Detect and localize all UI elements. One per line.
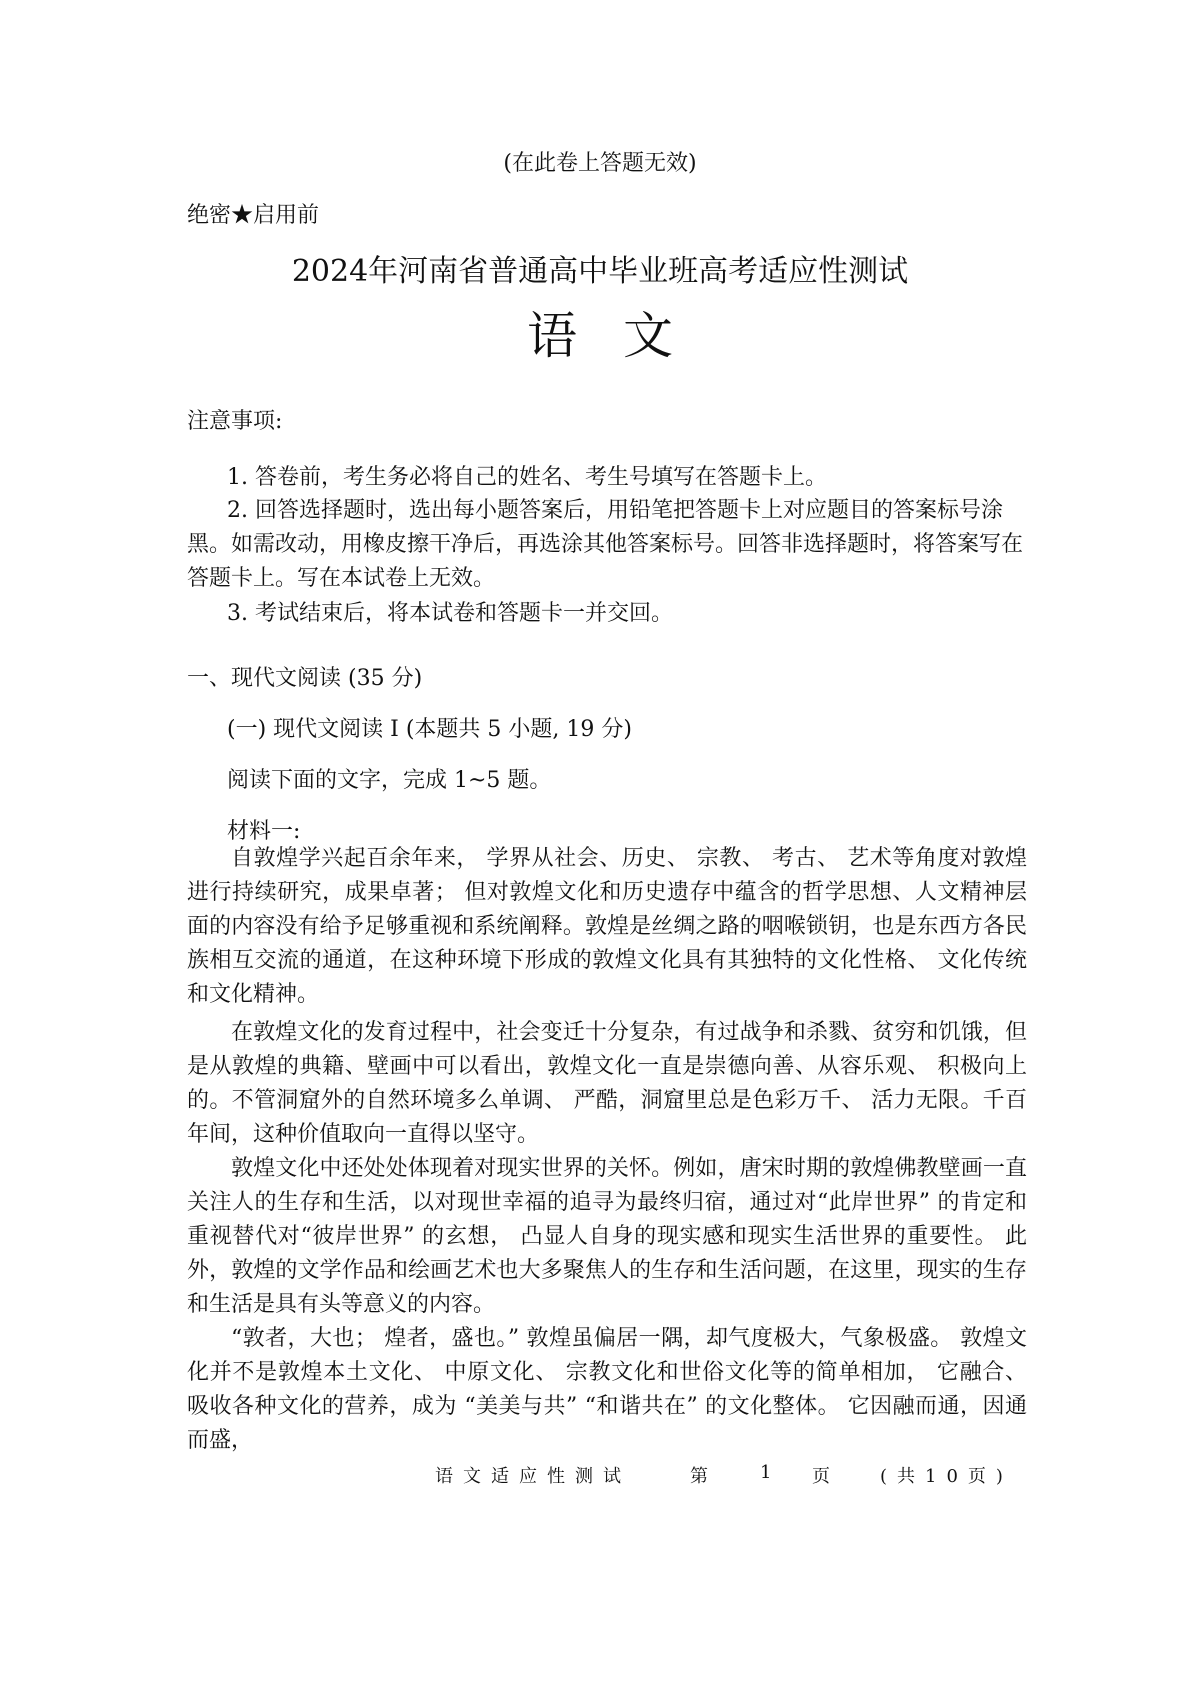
material-label: 材料一: xyxy=(227,819,301,844)
footer-page-suffix: 页 xyxy=(812,1466,840,1487)
section-heading: 一、现代文阅读 (35 分) xyxy=(187,666,423,691)
footer-exam-name: 语文适应性测试 xyxy=(435,1466,631,1487)
material-paragraph: 敦煌文化中还处处体现着对现实世界的关怀。例如，唐宋时期的敦煌佛教壁画一直关注人的生存和生活，以对现世幸福的追寻为最终归宿，通过对“此岸世界” 的肯定和重视替代对“彼岸世界” 的玄想， 凸显人自身的现实感和现实生活世界的重要性。 此外，敦煌的文学作品和绘画艺术也大多聚焦人的生存和生活问题，在这里，现实的生存和生活是具有头等意义的内容。 xyxy=(187,1156,1027,1317)
invalid-answer-notice: (在此卷上答题无效) xyxy=(503,151,697,176)
subject-title: 语文 xyxy=(527,307,719,365)
material-paragraph: 在敦煌文化的发育过程中，社会变迁十分复杂，有过战争和杀戮、贫穷和饥饿，但是从敦煌的典籍、壁画中可以看出，敦煌文化一直是崇德向善、从容乐观、 积极向上的。不管洞窟外的自然环境多么单调、 严酷，洞窟里总是色彩万千、 活力无限。千百年间，这种价值取向一直得以坚守。 xyxy=(187,1020,1027,1147)
note-item-2: 2. 回答选择题时，选出每小题答案后，用铅笔把答题卡上对应题目的答案标号涂黑。如需改动，用橡皮擦干净后，再选涂其他答案标号。回答非选择题时，将答案写在答题卡上。写在本试卷上无效。 xyxy=(187,498,1024,591)
footer-page-prefix: 第 xyxy=(690,1466,718,1487)
reading-instruction: 阅读下面的文字，完成 1~5 题。 xyxy=(227,768,552,793)
exam-title: 2024年河南省普通高中毕业班高考适应性测试 xyxy=(291,254,909,289)
note-item-3: 3. 考试结束后，将本试卷和答题卡一并交回。 xyxy=(227,601,673,626)
confidential-mark: 绝密★启用前 xyxy=(187,203,320,228)
note-item-1: 1. 答卷前，考生务必将自己的姓名、考生号填写在答题卡上。 xyxy=(227,465,827,490)
subsection-heading: (一) 现代文阅读 I (本题共 5 小题, 19 分) xyxy=(227,717,632,742)
notes-heading: 注意事项: xyxy=(187,409,283,434)
material-paragraph: 自敦煌学兴起百余年来， 学界从社会、历史、 宗教、 考古、 艺术等角度对敦煌进行持续研究，成果卓著； 但对敦煌文化和历史遗存中蕴含的哲学思想、人文精神层面的内容没有给予足够重视和系统阐释。敦煌是丝绸之路的咽喉锁钥，也是东西方各民族相互交流的通道，在这种环境下形成的敦煌文化具有其独特的文化性格、 文化传统和文化精神。 xyxy=(187,846,1027,1007)
footer-page-number: 1 xyxy=(760,1462,782,1483)
material-paragraph: “敦者，大也； 煌者，盛也。” 敦煌虽偏居一隅，却气度极大，气象极盛。 敦煌文化并不是敦煌本土文化、 中原文化、 宗教文化和世俗文化等的简单相加， 它融合、 吸收各种文化的营养，成为 “美美与共” “和谐共在” 的文化整体。 它因融而通，因通而盛， xyxy=(187,1326,1027,1453)
footer-total-pages: (共10页) xyxy=(880,1466,1013,1487)
